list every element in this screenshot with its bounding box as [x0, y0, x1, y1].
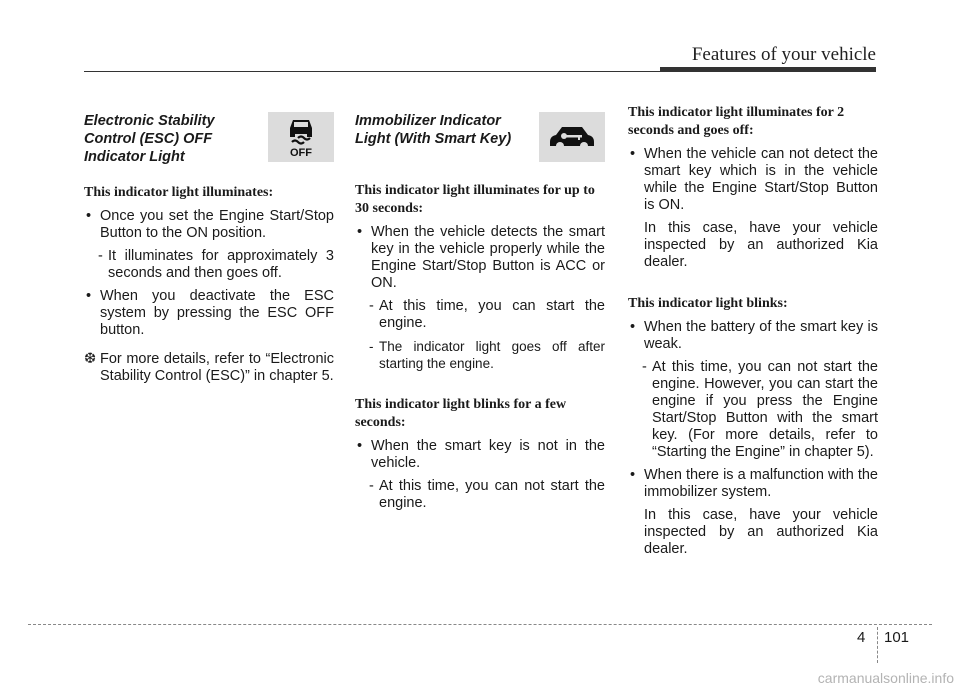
note [84, 351, 334, 385]
illuminates-lead: This indicator light illuminates for up to 30 seconds: [355, 183, 595, 216]
immobilizer-continued-section [628, 105, 878, 558]
note-mark-icon: ❆ [84, 351, 97, 367]
section-title-line: Control (ESC) OFF [84, 131, 213, 147]
illuminates-lead: This indicator light illuminates: [84, 185, 274, 200]
immobilizer-heading [355, 112, 605, 164]
immobilizer-section [355, 112, 605, 512]
off-label: OFF [290, 147, 312, 158]
paragraph: In this case, have your vehicle inspected by an authorized Kia dealer. [644, 507, 878, 557]
sub-item: - The indicator light goes off after starting the engine. [355, 338, 605, 372]
bullet-item: • When the battery of the smart key is weak. [628, 319, 878, 353]
note-text: For more details, refer to “Electronic Stability Control (ESC)” in chapter 5. [100, 351, 334, 384]
esc-off-heading [84, 112, 334, 166]
page-number-separator [877, 627, 878, 663]
page-number: 101 [884, 629, 910, 646]
esc-off-indicator-icon [268, 112, 334, 162]
bullet-item: • When there is a malfunction with the immobilizer system. [628, 467, 878, 501]
bullet-item: • When the smart key is not in the vehicle. [355, 438, 605, 472]
blinks-lead: This indicator light blinks: [628, 296, 788, 311]
sub-item: - At this time, you can start the engine. [355, 298, 605, 332]
bullet-item: • When you deactivate the ESC system by pressing the ESC OFF button. [84, 288, 334, 339]
section-title-line: Indicator Light [84, 149, 185, 165]
section-title-line: Immobilizer Indicator [355, 113, 501, 129]
sub-item: - At this time, you can not start the engine. However, you can start the engine if you press the Engine Start/Stop Button with the smart key. (For more details, refer to “Starting the Engine” in chapter 5). [628, 359, 878, 461]
bullet-item: • When the vehicle can not detect the smart key which is in the vehicle while the Engine Start/Stop Button is ON. [628, 146, 878, 214]
immobilizer-key-car-icon [539, 112, 605, 162]
bullet-item: • When the vehicle detects the smart key in the vehicle properly while the Engine Start/Stop Button is ACC or ON. [355, 224, 605, 292]
footer-rule [28, 624, 932, 625]
watermark: carmanualsonline.info [817, 670, 954, 686]
header-rule-accent [660, 67, 876, 72]
paragraph: In this case, have your vehicle inspected by an authorized Kia dealer. [644, 220, 878, 270]
section-title-line: Light (With Smart Key) [355, 131, 512, 147]
chapter-number: 4 [857, 629, 866, 646]
section-title-line: Electronic Stability [84, 113, 215, 129]
sub-item: - At this time, you can not start the engine. [355, 478, 605, 512]
illuminates-lead: This indicator light illuminates for 2 seconds and goes off: [628, 105, 845, 138]
blinks-lead: This indicator light blinks for a few seconds: [355, 397, 567, 430]
sub-item: - It illuminates for approximately 3 seconds and then goes off. [84, 248, 334, 282]
esc-off-section [84, 112, 334, 385]
page-header-title: Features of your vehicle [691, 44, 876, 65]
bullet-item: • Once you set the Engine Start/Stop Button to the ON position. [84, 208, 334, 242]
